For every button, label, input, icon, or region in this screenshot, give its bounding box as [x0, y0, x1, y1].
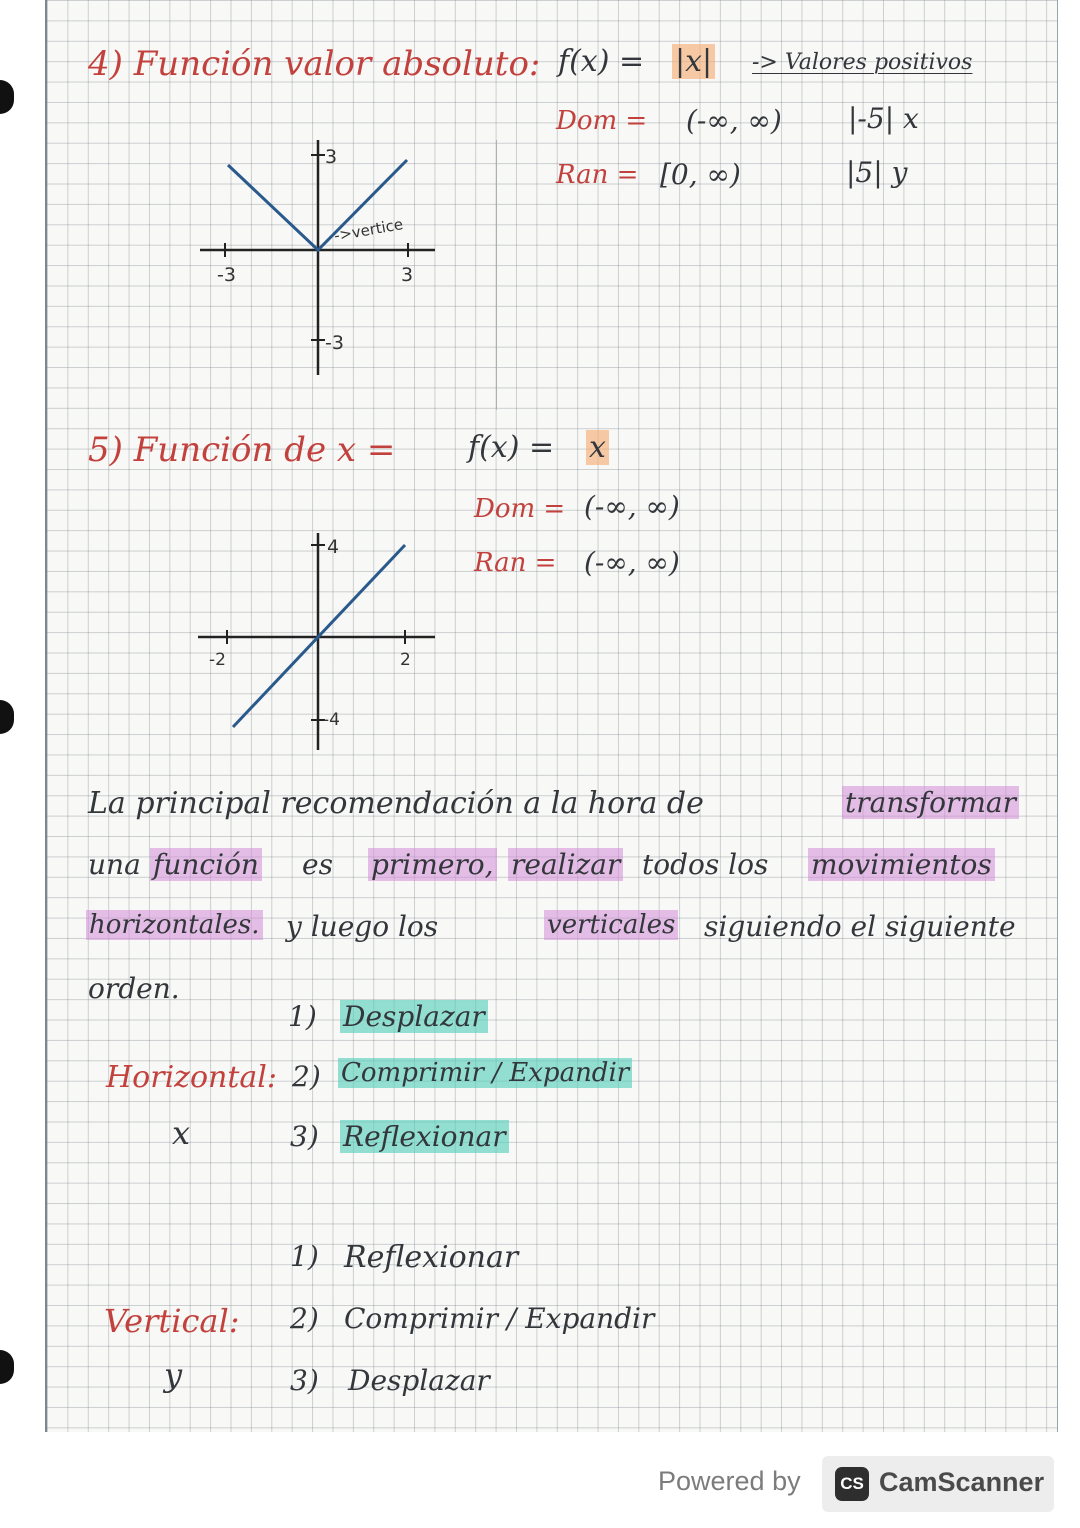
- horizontal-step-text: Desplazar: [340, 1000, 488, 1033]
- paragraph-line-2-g: movimientos: [808, 848, 995, 881]
- section5-ran-value: (-∞, ∞): [584, 546, 680, 579]
- section4-aside-2: |5| y: [846, 156, 908, 189]
- x-max-label: 3: [401, 264, 414, 286]
- paragraph-line-4: orden.: [88, 972, 180, 1005]
- y-max-label: 3: [325, 146, 338, 168]
- camscanner-brand: CamScanner: [879, 1467, 1045, 1497]
- section4-ran-value: [0, ∞): [660, 158, 741, 191]
- paragraph-line-2-e: realizar: [508, 848, 623, 881]
- paragraph-line-3-a: horizontales.: [86, 910, 263, 940]
- section5-title: 5) Función de x =: [88, 430, 396, 470]
- paragraph-line-2-d: primero,: [368, 848, 497, 881]
- section-divider: [496, 140, 497, 410]
- vertical-axis: y: [164, 1356, 183, 1394]
- x-min-label: -3: [217, 264, 236, 286]
- vertical-step-num: 2): [290, 1302, 319, 1335]
- paragraph-line-1-a: La principal recomendación a la hora de: [88, 786, 704, 821]
- vertical-step-text: Reflexionar: [344, 1240, 519, 1275]
- horizontal-step-text: Reflexionar: [340, 1120, 509, 1153]
- section4-aside-1: |-5| x: [848, 102, 919, 135]
- section4-formula-lhs: f(x) =: [558, 44, 645, 79]
- binder-hole: [0, 700, 14, 734]
- identity-function-graph: [195, 525, 445, 755]
- binder-hole: [0, 80, 14, 114]
- paragraph-line-3-b: y luego los: [286, 910, 439, 943]
- horizontal-label: Horizontal:: [106, 1060, 277, 1095]
- section5-formula-lhs: f(x) =: [468, 430, 555, 465]
- horizontal-step-text: Comprimir / Expandir: [338, 1058, 632, 1088]
- vertical-label: Vertical:: [104, 1302, 240, 1340]
- y-min-label: -4: [323, 710, 340, 730]
- camscanner-logo-icon: CS: [835, 1467, 869, 1501]
- powered-by-text: Powered by: [658, 1466, 801, 1496]
- paragraph-line-2-f: todos los: [642, 848, 769, 881]
- section5-dom-value: (-∞, ∞): [584, 490, 680, 523]
- absolute-value-graph: [195, 135, 445, 380]
- vertical-step-text: Comprimir / Expandir: [344, 1302, 655, 1335]
- horizontal-step-num: 3): [290, 1120, 319, 1153]
- x-max-label: 2: [400, 650, 411, 670]
- section4-title: 4) Función valor absoluto:: [88, 44, 541, 84]
- paragraph-line-1-b: transformar: [842, 786, 1019, 819]
- section4-note: -> Valores positivos: [752, 50, 973, 75]
- vertical-step-text: Desplazar: [348, 1364, 490, 1397]
- paragraph-line-2-c: es: [302, 848, 333, 881]
- section5-formula-rhs: x: [586, 430, 609, 465]
- y-min-label: -3: [325, 332, 344, 354]
- paragraph-line-2-a: una: [88, 848, 141, 881]
- x-min-label: -2: [209, 650, 226, 670]
- section5-dom-label: Dom =: [474, 494, 566, 524]
- section4-dom-value: (-∞, ∞): [686, 104, 782, 137]
- paragraph-line-2-b: función: [150, 848, 262, 881]
- binder-hole: [0, 1350, 14, 1384]
- vertical-step-num: 1): [290, 1240, 319, 1273]
- horizontal-axis: x: [172, 1114, 191, 1152]
- paragraph-line-3-d: siguiendo el siguiente: [704, 910, 1016, 943]
- horizontal-step-num: 1): [288, 1000, 317, 1033]
- paragraph-line-3-c: verticales: [544, 910, 678, 940]
- section5-ran-label: Ran =: [474, 548, 557, 578]
- section4-formula-rhs: |x|: [672, 44, 715, 79]
- y-max-label: 4: [327, 536, 340, 558]
- section4-dom-label: Dom =: [556, 106, 648, 136]
- section4-ran-label: Ran =: [556, 160, 639, 190]
- vertical-step-num: 3): [290, 1364, 319, 1397]
- vertex-label: ->vertice: [332, 215, 405, 245]
- horizontal-step-num: 2): [292, 1060, 321, 1093]
